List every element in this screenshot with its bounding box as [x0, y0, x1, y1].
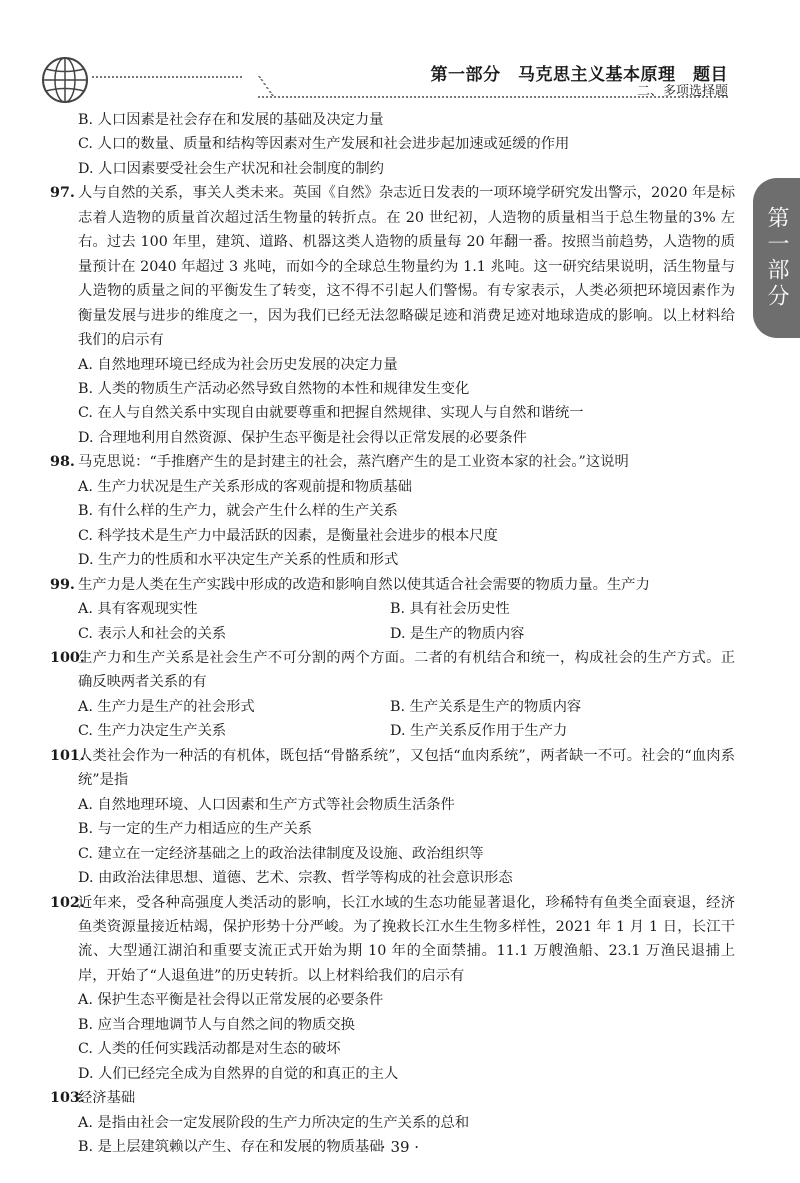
- option-row: [50, 719, 735, 743]
- option: A. 具有客观现实性: [78, 601, 198, 618]
- question-number: 98.: [50, 454, 75, 471]
- option: C. 表示人和社会的关系: [78, 625, 227, 642]
- question-stem: [50, 646, 735, 695]
- option: B. 人类的物质生产活动必然导致自然物的本性和规律发生变化: [78, 380, 470, 397]
- option: D. 人口因素要受社会生产状况和社会制度的制约: [78, 160, 384, 177]
- option: D. 合理地利用自然资源、保护生态平衡是社会得以正常发展的必要条件: [78, 429, 527, 446]
- option: B. 应当合理地调节人与自然之间的物质交换: [78, 1016, 355, 1033]
- question-number: 100.: [50, 649, 85, 666]
- option-row: [50, 597, 735, 621]
- question-number: 101.: [50, 747, 85, 764]
- side-tab-label: 第一部分: [764, 206, 789, 310]
- question-text: 近年来，受各种高强度人类活动的影响，长江水域的生态功能显著退化，珍稀特有鱼类全面衰退，经济鱼类资源量接近枯竭，保护形势十分严峻。为了挽救长江水生生物多样性，2021 年 1 月 1 日，长江干流、大型通江湖泊和重要支流正式开始为期 10 年的全面禁捕。11.1 万艘渔船、23.1 万渔民退捕上岸，开始了“人退鱼进”的历史转折。以上材料给我们的启示有: [78, 894, 735, 984]
- option: A. 自然地理环境、人口因素和生产方式等社会物质生活条件: [78, 796, 455, 813]
- option: B. 与一定的生产力相适应的生产关系: [78, 821, 313, 838]
- question-text: 人类社会作为一种活的有机体，既包括“骨骼系统”，又包括“血肉系统”，两者缺一不可。社会的“血肉系统”是指: [78, 747, 735, 789]
- option: B. 人口因素是社会存在和发展的基础及决定力量: [78, 112, 384, 128]
- option: B. 具有社会历史性: [390, 601, 510, 618]
- page-number: · 39 ·: [380, 1138, 420, 1156]
- option: C. 人类的任何实践活动都是对生态的破坏: [78, 1041, 341, 1058]
- option: C. 在人与自然关系中实现自由就要尊重和把握自然规律、实现人与自然和谐统一: [78, 405, 584, 422]
- option-row: [50, 622, 735, 646]
- question-stem: [50, 573, 735, 597]
- question-stem: [50, 744, 735, 793]
- option: A. 生产力状况是生产关系形成的客观前提和物质基础: [78, 478, 412, 495]
- header-rule: [92, 76, 242, 78]
- question-stem: [50, 891, 735, 989]
- question-text: 生产力是人类在生产实践中形成的改造和影响自然以使其适合社会需要的物质力量。生产力: [78, 576, 650, 593]
- question-number: 103.: [50, 1090, 85, 1107]
- globe-icon: [40, 55, 90, 105]
- option: C. 科学技术是生产力中最活跃的因素，是衡量社会进步的根本尺度: [78, 527, 498, 544]
- option: C. 建立在一定经济基础之上的政治法律制度及设施、政治组织等: [78, 845, 484, 862]
- option: D. 生产力的性质和水平决定生产关系的性质和形式: [78, 552, 399, 569]
- question-number: 97.: [50, 185, 75, 202]
- question-list: [50, 108, 735, 1159]
- option: D. 人们已经完全成为自然界的自觉的和真正的主人: [78, 1065, 399, 1082]
- header-subtitle: 二、多项选择题: [636, 84, 728, 99]
- question-text: 生产力和生产关系是社会生产不可分割的两个方面。二者的有机结合和统一，构成社会的生产方式。正确反映两者关系的有: [78, 649, 735, 691]
- option: D. 生产关系反作用于生产力: [390, 723, 568, 740]
- option: C. 人口的数量、质量和结构等因素对生产发展和社会进步起加速或延缓的作用: [78, 136, 570, 153]
- option: A. 自然地理环境已经成为社会历史发展的决定力量: [78, 356, 398, 373]
- header-rule-bend: [240, 76, 274, 96]
- header-title: 第一部分 马克思主义基本原理 题目: [430, 65, 728, 85]
- option: B. 有什么样的生产力，就会产生什么样的生产关系: [78, 503, 398, 520]
- question-number: 99.: [50, 576, 75, 593]
- question-text: 人与自然的关系，事关人类未来。英国《自然》杂志近日发表的一项环境学研究发出警示，2020 年是标志着人造物的质量首次超过活生物量的转折点。在 20 世纪初，人造物的质量相当于总生物量的3% 左右。过去 100 年里，建筑、道路、机器这类人造物的质量每 20 年翻一番。按照当前趋势，人造物的质量预计在 2040 年超过 3 兆吨，而如今的全球总生物量约为 1.1 兆吨。这一研究结果说明，活生物量与人造物的质量之间的平衡发生了转变，这不得不引起人们警惕。有专家表示，人类必须把环境因素作为衡量发展与进步的维度之一，因为我们已经无法忽略碳足迹和消费足迹对地球造成的影响。以上材料给我们的启示有: [78, 185, 735, 349]
- question-stem: [50, 1086, 735, 1110]
- option: A. 生产力是生产的社会形式: [78, 698, 255, 715]
- option: C. 生产力决定生产关系: [78, 723, 227, 740]
- option: A. 是指由社会一定发展阶段的生产力所决定的生产关系的总和: [78, 1114, 470, 1131]
- option: D. 是生产的物质内容: [390, 625, 525, 642]
- question-text: 经济基础: [78, 1090, 136, 1107]
- option: D. 由政治法律思想、道德、艺术、宗教、哲学等构成的社会意识形态: [78, 870, 513, 887]
- option: B. 生产关系是生产的物质内容: [390, 698, 582, 715]
- question-text: 马克思说：“手推磨产生的是封建主的社会，蒸汽磨产生的是工业资本家的社会。”这说明: [78, 454, 629, 471]
- question-stem: [50, 450, 735, 474]
- option-row: [50, 695, 735, 719]
- option: A. 保护生态平衡是社会得以正常发展的必要条件: [78, 992, 384, 1009]
- option: B. 是上层建筑赖以产生、存在和发展的物质基础: [78, 1139, 384, 1156]
- question-stem: [50, 181, 735, 352]
- section-side-tab: [753, 178, 800, 338]
- question-number: 102.: [50, 894, 85, 911]
